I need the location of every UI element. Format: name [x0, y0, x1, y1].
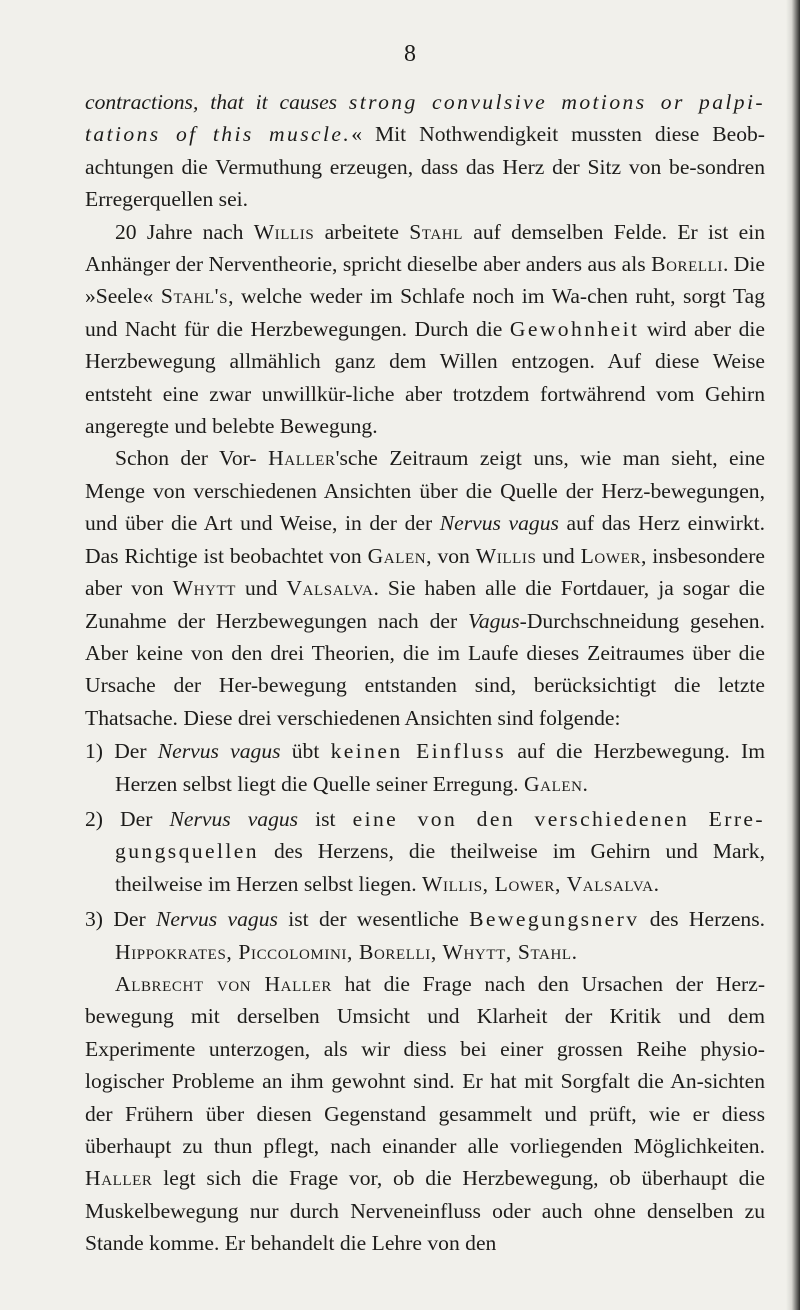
item-text: des Herzens, die theilweise im Gehirn und Mark, theilweise im Herzen selbst liegen.: [115, 839, 765, 896]
theory-item-3: [85, 903, 765, 968]
author-name: Haller: [85, 1166, 153, 1191]
author-name: Willis: [253, 219, 315, 244]
paragraph-text: arbeitete: [314, 219, 410, 244]
item-text: 3) Der: [85, 907, 157, 932]
theory-item-1: [85, 735, 765, 800]
item-text: des Herzens.: [639, 907, 766, 932]
author-name: Albrecht von Haller: [115, 971, 332, 996]
author-name: Whytt: [172, 576, 236, 601]
item-text: ist: [298, 806, 353, 831]
paragraph-text: « Mit Nothwendigkeit mussten diese Beob-achtungen die Vermuthung erzeugen, dass das Herz der Sitz von be-sondren Erregerquellen sei.: [85, 122, 766, 212]
author-name: Haller: [268, 446, 336, 471]
author-name: Stahl: [409, 219, 463, 244]
author-name: Lower: [580, 543, 641, 568]
spaced-emphasis: Gewohnheit: [509, 316, 640, 341]
paragraph-text: , von: [426, 543, 476, 568]
paragraph-text: Schon der Vor-: [115, 446, 269, 471]
spaced-emphasis: Bewegungsnerv: [469, 907, 640, 932]
paragraph-text: und: [536, 543, 581, 568]
paragraph-text: , welche weder im Schlafe noch im Wa-chen ruht, sorgt Tag und Nacht für die Herzbewegungen. Durch die: [85, 284, 765, 341]
page-edge-shadow: [786, 0, 800, 1310]
page-body: [85, 86, 765, 1260]
author-names: Willis, Lower, Valsalva.: [422, 871, 660, 896]
spaced-emphasis: strong convulsive motions or palpi-tations of this muscle.: [85, 90, 765, 147]
english-quote: contractions, that it causes: [85, 90, 349, 114]
theory-item-2: [85, 803, 765, 900]
latin-term: Nervus vagus: [439, 511, 559, 536]
author-names: Hippokrates, Piccolomini, Borelli, Whytt, Stahl.: [115, 939, 578, 964]
paragraph-text: auf demselben Felde. Er ist ein Anhänger der Nerventheorie, spricht dieselbe aber anders aus als: [85, 219, 765, 277]
latin-term: Nervus vagus: [169, 806, 299, 831]
paragraph-text: 20 Jahre nach: [115, 219, 254, 244]
paragraph-text: , insbesondere aber von: [85, 543, 765, 601]
spaced-emphasis: eine von den verschiedenen Erre-gungsquellen: [115, 806, 765, 864]
latin-term: Nervus vagus: [156, 907, 278, 932]
spaced-emphasis: keinen Einfluss: [330, 739, 507, 764]
paragraph-text: . Sie haben alle die Fortdauer, ja sogar die Zunahme der Herzbewegungen nach der: [85, 576, 765, 633]
author-name: Stahl's: [160, 284, 229, 309]
paragraph-2: [85, 216, 765, 443]
paragraph-text: auf das Herz einwirkt. Das Richtige ist beobachtet von: [85, 511, 766, 568]
paragraph-text: . Die »Seele«: [85, 252, 765, 309]
paragraph-4: [85, 968, 765, 1260]
item-text: auf die Herzbewegung. Im Herzen selbst liegt die Quelle seiner Erregung.: [115, 739, 766, 796]
paragraph-text: -Durchschneidung gesehen. Aber keine von den drei Theorien, die im Laufe dieses Zeitraumes über die Ursache der Her-bewegung entstanden sind, berücksichtigt die letzte Thatsache. Diese drei verschiedenen Ansichten sind folgende:: [85, 608, 765, 730]
latin-term: Vagus: [468, 608, 520, 633]
author-names: Galen.: [523, 771, 589, 796]
paragraph-1: [85, 86, 765, 216]
paragraph-text: und: [235, 576, 287, 601]
author-name: Willis: [475, 543, 537, 568]
item-text: 2) Der: [85, 806, 170, 831]
author-name: Galen: [367, 543, 427, 568]
latin-term: Nervus vagus: [157, 739, 281, 764]
item-text: ist der wesentliche: [277, 907, 470, 932]
item-text: 1) Der: [85, 739, 158, 764]
author-name: Borelli: [651, 252, 723, 277]
paragraph-text: wird aber die Herzbewegung allmählich ganz dem Willen entzogen. Auf diese Weise entsteht eine zwar unwillkür-liche aber trotzdem fortwährend vom Gehirn angeregte und belebte Bewegung.: [85, 316, 765, 439]
item-text: übt: [280, 739, 331, 764]
paragraph-text: 'sche Zeitraum zeigt uns, wie man sieht, eine Menge von verschiedenen Ansichten über die Quelle der Herz-bewegungen, und über die Art und Weise, in der der: [85, 446, 766, 536]
author-name: Valsalva: [286, 576, 374, 601]
page-number: 8: [404, 41, 416, 67]
paragraph-text: legt sich die Frage vor, ob die Herzbewegung, ob überhaupt die Muskelbewegung nur durch Nerveneinfluss oder auch ohne denselben zu Stande komme. Er behandelt die Lehre von den: [85, 1166, 765, 1256]
paragraph-3: [85, 442, 765, 734]
paragraph-text: hat die Frage nach den Ursachen der Herz-bewegung mit derselben Umsicht und Klarheit der Kritik und dem Experimente unterzogen, als wir diess bei einer grossen Reihe physio-logischer Probleme an ihm gewohnt sind. Er hat mit Sorgfalt die An-sichten der Frühern über diesen Gegenstand gesammelt und prüft, wie er diess überhaupt zu thun pflegt, nach einander alle vorliegenden Möglichkeiten.: [85, 971, 766, 1158]
